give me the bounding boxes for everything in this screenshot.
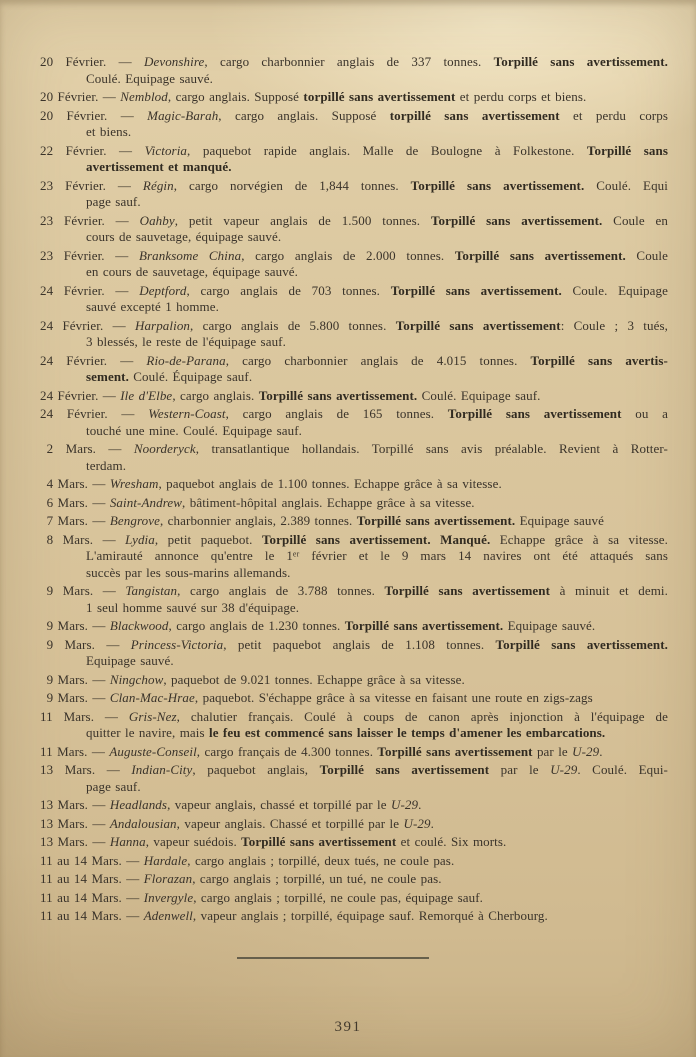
ship-name: Victoria xyxy=(144,142,188,158)
entry-line xyxy=(86,565,668,582)
entry-line xyxy=(40,762,668,779)
entry-text: 4 Mars. — xyxy=(40,476,110,491)
entry-text: 9 Mars. — xyxy=(40,690,110,705)
ship-name: Blackwood xyxy=(109,618,169,633)
entry-line xyxy=(40,834,668,851)
entry-text: 11 Mars. — xyxy=(40,743,110,759)
entry-text: , cargo anglais de 165 tonnes. xyxy=(225,406,448,421)
entry-text: , paquebot. S'échappe grâce à sa vitesse en faisant une route en zigs-zags xyxy=(194,690,593,705)
entry-line xyxy=(40,406,668,423)
entry-text: Coulé. Équipage sauf. xyxy=(128,369,253,384)
ship-name: Régin xyxy=(142,177,174,193)
emphasis-text: Torpillé sans avertissement. xyxy=(410,177,585,193)
entry-text: et coulé. Six morts. xyxy=(396,834,507,849)
entry-text: 1 seul homme sauvé sur 38 d'équipage. xyxy=(86,599,300,615)
emphasis-text: sement. xyxy=(86,369,129,384)
ship-entry xyxy=(40,441,668,474)
emphasis-text: Torpillé sans avertissement. xyxy=(454,247,626,263)
ship-name: Tangistan xyxy=(125,583,178,598)
entry-text: , cargo anglais de 3.788 tonnes. xyxy=(177,583,385,598)
ship-name: U-29 xyxy=(550,762,578,777)
ship-entry xyxy=(40,744,668,761)
emphasis-text: torpillé sans avertissement xyxy=(303,89,456,104)
entry-text: , vapeur anglais ; torpillé, équipage sauf. Remorqué à Cherbourg. xyxy=(192,908,548,923)
entry-text: 6 Mars. — xyxy=(40,494,110,510)
entry-line xyxy=(40,441,668,458)
entry-text: Coule. Equipage xyxy=(561,282,668,298)
ship-entry xyxy=(40,583,668,616)
entry-text: Coulé. Equipage sauvé. xyxy=(86,70,213,86)
ship-name: U-29 xyxy=(391,797,419,812)
entry-text: . xyxy=(430,815,434,831)
entry-line xyxy=(40,637,668,654)
ship-entry xyxy=(40,908,668,925)
ship-name: Indian-City xyxy=(131,762,193,777)
ship-entry xyxy=(40,213,668,246)
entry-line xyxy=(40,709,668,726)
entry-text: , paquebot de 9.021 tonnes. Echappe grâce à sa vitesse. xyxy=(163,671,465,687)
entry-text: , vapeur suédois. xyxy=(145,834,242,849)
entry-line xyxy=(40,816,668,833)
entry-text: 24 Février. — xyxy=(40,352,147,368)
entry-text: , cargo charbonnier anglais de 337 tonnes. xyxy=(204,54,494,69)
ship-name: Devonshire xyxy=(143,54,205,69)
entry-text: sauvé excepté 1 homme. xyxy=(86,299,219,314)
entry-text: et biens. xyxy=(86,124,132,139)
entry-text: 11 au 14 Mars. — xyxy=(40,908,144,923)
entry-text: . Coulé. Equi- xyxy=(577,762,668,777)
entry-line xyxy=(86,229,668,246)
ship-name: Rio-de-Parana xyxy=(146,352,226,368)
entry-text: , paquebot anglais, xyxy=(192,762,320,777)
entry-text: , petit paquebot. xyxy=(154,531,262,547)
entry-text: : Coule ; 3 tués, xyxy=(560,317,668,333)
emphasis-text: Torpillé sans avertissement xyxy=(241,834,397,849)
entry-text: 24 Février. — xyxy=(40,317,135,333)
ship-name: Adenwell xyxy=(143,908,193,923)
section-divider-rule xyxy=(237,957,429,959)
entry-line xyxy=(40,178,668,195)
ship-name: Noorderyck xyxy=(133,441,196,456)
entry-text: en cours de sauvetage, équipage sauvé. xyxy=(86,264,299,279)
entry-text: 22 Février. — xyxy=(40,142,145,158)
entry-line xyxy=(40,672,668,689)
entry-text: , cargo anglais de 5.800 tonnes. xyxy=(190,317,396,333)
ship-entry xyxy=(40,283,668,316)
entry-line xyxy=(40,853,668,870)
entry-text: , cargo anglais. xyxy=(172,387,259,403)
entry-text: 13 Mars. — xyxy=(40,834,110,849)
entry-line xyxy=(86,423,668,440)
entry-line xyxy=(40,388,668,405)
emphasis-text: Torpillé sans avertissement. Manqué. xyxy=(261,531,491,547)
ship-name: Ile d'Elbe xyxy=(120,387,173,403)
entry-line xyxy=(40,213,668,230)
ship-entry xyxy=(40,495,668,512)
ship-entry xyxy=(40,618,668,635)
entry-text: , vapeur anglais. Chassé et torpillé par le xyxy=(176,815,404,831)
emphasis-text: le feu est commencé sans laisser le temps d'amener les embarcations. xyxy=(209,725,606,740)
entry-line xyxy=(86,725,668,742)
ship-entry xyxy=(40,816,668,833)
ship-name: Western-Coast xyxy=(148,406,226,421)
page-number: 391 xyxy=(334,1019,362,1035)
emphasis-text: Torpillé sans avertissement xyxy=(319,762,490,777)
ship-entry xyxy=(40,532,668,582)
ship-entry xyxy=(40,797,668,814)
emphasis-text: Torpillé sans avertissement. xyxy=(390,282,562,298)
entry-text: succès par les sous-marins allemands. xyxy=(86,564,291,580)
entry-text: 23 Février. — xyxy=(40,247,139,263)
ship-entry xyxy=(40,709,668,742)
entry-line xyxy=(40,618,668,635)
entry-text: , petit paquebot anglais de 1.108 tonnes. xyxy=(223,636,496,652)
entry-text: 11 au 14 Mars. — xyxy=(40,852,144,868)
entry-text: 24 Février. — xyxy=(40,406,149,421)
ship-entry xyxy=(40,476,668,493)
ship-entry xyxy=(40,54,668,87)
ship-name: Clan-Mac-Hrae xyxy=(109,690,195,705)
ship-entry xyxy=(40,890,668,907)
entry-text: Coule en xyxy=(602,212,669,228)
entry-text: 11 au 14 Mars. — xyxy=(40,889,144,905)
entry-text: 7 Mars. — xyxy=(40,513,110,528)
entry-text: , paquebot anglais de 1.100 tonnes. Echappe grâce à sa vitesse. xyxy=(158,476,502,491)
entry-line xyxy=(86,194,668,211)
entry-text: et perdu corps et biens. xyxy=(455,89,587,104)
ship-name: Saint-Andrew xyxy=(109,494,183,510)
entry-text: , cargo anglais de 703 tonnes. xyxy=(186,282,391,298)
entry-text: , cargo anglais ; torpillé, deux tués, ne coule pas. xyxy=(187,852,455,868)
ship-entry xyxy=(40,853,668,870)
ship-name: Princess-Victoria xyxy=(130,636,224,652)
ship-name: U-29 xyxy=(572,743,600,759)
ship-name: Branksome China xyxy=(138,247,242,263)
ship-name: Florazan xyxy=(143,871,193,886)
entry-text: terdam. xyxy=(86,457,127,473)
entry-line xyxy=(40,871,668,888)
entry-text: , paquebot rapide anglais. Malle de Boulogne à Folkestone. xyxy=(187,142,587,158)
entry-text: . xyxy=(599,743,603,759)
ship-name: Bengrove xyxy=(109,513,160,528)
entry-line xyxy=(40,532,668,549)
ship-entry xyxy=(40,178,668,211)
entry-text: 13 Mars. — xyxy=(40,762,132,777)
ship-name: Deptford xyxy=(139,282,187,298)
entry-text: 23 Février. — xyxy=(40,212,140,228)
entry-line xyxy=(40,143,668,160)
emphasis-text: Torpillé sans avertissement. xyxy=(344,618,504,633)
entry-line xyxy=(40,54,668,71)
emphasis-text: Torpillé sans avertissement xyxy=(395,317,561,333)
ship-name: Oahby xyxy=(139,212,175,228)
ship-entry xyxy=(40,89,668,106)
entry-line xyxy=(86,159,668,176)
entry-text: Coulé. Equipage sauf. xyxy=(417,387,541,403)
emphasis-text: torpillé sans avertissement xyxy=(389,107,560,123)
ship-entry xyxy=(40,353,668,386)
ship-name: Auguste-Conseil xyxy=(109,743,197,759)
entry-line xyxy=(86,653,668,670)
ship-name: Gris-Nez xyxy=(128,708,177,724)
entry-text: Equipage sauvé xyxy=(515,513,604,528)
entry-text: par le xyxy=(489,762,551,777)
entry-line xyxy=(40,248,668,265)
entry-line xyxy=(86,548,668,565)
emphasis-text: Torpillé sans avertissement. xyxy=(493,54,668,69)
entry-line xyxy=(40,890,668,907)
entry-line xyxy=(86,71,668,88)
emphasis-text: Torpillé sans avertissement xyxy=(384,583,551,598)
ship-name: Wresham xyxy=(109,476,159,491)
entry-line xyxy=(40,690,668,707)
entry-text: 24 Février. — xyxy=(40,387,121,403)
entry-text: Coule xyxy=(625,247,668,263)
ship-name: Lydia xyxy=(125,531,155,547)
ship-name: U-29 xyxy=(403,815,431,831)
emphasis-text: avertissement et manqué. xyxy=(86,159,232,174)
entry-text: 13 Mars. — xyxy=(40,815,110,831)
entry-line xyxy=(86,334,668,351)
ship-entry xyxy=(40,762,668,795)
entry-line xyxy=(86,779,668,796)
emphasis-text: Torpillé sans avertis- xyxy=(530,352,668,368)
entry-text: , cargo anglais ; torpillé, ne coule pas, équipage sauf. xyxy=(193,889,484,905)
entry-text: 13 Mars. — xyxy=(40,797,110,812)
ship-entry xyxy=(40,672,668,689)
entry-text: 9 Mars. — xyxy=(40,636,131,652)
entry-text: page sauf. xyxy=(86,778,141,794)
ship-entry xyxy=(40,108,668,141)
ship-name: Nemblod xyxy=(120,89,168,104)
entry-text: L'amirauté annonce qu'entre le 1ᵉʳ février et le 9 mars 14 navires ont été attaqués sans xyxy=(86,548,668,563)
ship-name: Invergyle xyxy=(143,889,194,905)
entry-text: 9 Mars. — xyxy=(40,671,110,687)
emphasis-text: Torpillé sans avertissement. xyxy=(495,636,668,652)
entry-text: , cargo anglais. Supposé xyxy=(218,107,390,123)
entry-line xyxy=(86,369,668,386)
ship-name: Headlands xyxy=(109,797,168,812)
entry-text: , cargo anglais de 2.000 tonnes. xyxy=(241,247,455,263)
emphasis-text: Torpillé sans xyxy=(586,142,669,158)
entry-line xyxy=(40,108,668,125)
entry-text: cours de sauvetage, équipage sauvé. xyxy=(86,229,282,244)
entry-text: et perdu corps xyxy=(559,107,668,123)
ship-entry xyxy=(40,513,668,530)
ship-name: Ningchow xyxy=(109,671,164,687)
entry-text: ou a xyxy=(621,406,668,421)
entry-line xyxy=(40,318,668,335)
entry-text: Echappe grâce à sa vitesse. xyxy=(490,531,668,547)
entry-text: 3 blessés, le reste de l'équipage sauf. xyxy=(86,334,286,349)
entry-text: 8 Mars. — xyxy=(40,531,126,547)
entry-text: 24 Février. — xyxy=(40,282,140,298)
entry-line xyxy=(86,299,668,316)
entry-line xyxy=(40,583,668,600)
emphasis-text: Torpillé sans avertissement xyxy=(447,406,622,421)
entry-text: page sauf. xyxy=(86,194,141,209)
ship-entry xyxy=(40,388,668,405)
entry-text: , cargo français de 4.300 tonnes. xyxy=(196,743,378,759)
ship-name: Magic-Barah xyxy=(147,107,219,123)
entry-list xyxy=(40,54,668,927)
ship-entry xyxy=(40,871,668,888)
entry-line xyxy=(40,476,668,493)
entry-text: . xyxy=(418,797,422,812)
ship-name: Harpalion xyxy=(134,317,191,333)
entry-line xyxy=(40,495,668,512)
entry-text: Coulé. Equi xyxy=(584,177,668,193)
entry-text: 2 Mars. — xyxy=(40,441,134,456)
entry-text: , cargo anglais. Supposé xyxy=(167,89,304,104)
entry-line xyxy=(40,744,668,761)
entry-line xyxy=(86,264,668,281)
entry-text: , charbonnier anglais, 2.389 tonnes. xyxy=(159,513,357,528)
entry-line xyxy=(40,513,668,530)
entry-text: , cargo anglais de 1.230 tonnes. xyxy=(168,618,345,633)
entry-line xyxy=(86,458,668,475)
entry-text: quitter le navire, mais xyxy=(86,725,209,740)
entry-text: , bâtiment-hôpital anglais. Echappe grâce à sa vitesse. xyxy=(182,494,475,510)
entry-text: , petit vapeur anglais de 1.500 tonnes. xyxy=(174,212,431,228)
entry-text: 11 au 14 Mars. — xyxy=(40,871,144,886)
entry-text: , cargo anglais ; torpillé, un tué, ne coule pas. xyxy=(192,871,442,886)
entry-text: , chalutier français. Coulé à coups de canon après injonction à l'équipage de xyxy=(176,708,668,724)
ship-name: Andalousian xyxy=(109,815,177,831)
entry-line xyxy=(40,283,668,300)
entry-line xyxy=(40,908,668,925)
emphasis-text: Torpillé sans avertissement. xyxy=(356,513,516,528)
entry-text: 11 Mars. — xyxy=(40,708,129,724)
entry-line xyxy=(86,600,668,617)
entry-text: 23 Février. — xyxy=(40,177,143,193)
entry-text: 20 Février. — xyxy=(40,89,121,104)
entry-text: 9 Mars. — xyxy=(40,583,126,598)
entry-line xyxy=(86,124,668,141)
ship-entry xyxy=(40,318,668,351)
ship-entry xyxy=(40,248,668,281)
entry-text: Equipage sauvé. xyxy=(86,653,174,668)
entry-line xyxy=(40,89,668,106)
emphasis-text: Torpillé sans avertissement. xyxy=(430,212,603,228)
ship-name: Hardale xyxy=(143,852,188,868)
entry-line xyxy=(40,797,668,814)
emphasis-text: Torpillé sans avertissement. xyxy=(258,387,418,403)
entry-text: , transatlantique hollandais. Torpillé sans avis préalable. Revient à Rotter- xyxy=(195,441,668,456)
entry-text: , vapeur anglais, chassé et torpillé par le xyxy=(167,797,391,812)
ship-entry xyxy=(40,834,668,851)
emphasis-text: Torpillé sans avertissement xyxy=(377,743,533,759)
entry-line xyxy=(40,353,668,370)
entry-text: 9 Mars. — xyxy=(40,618,110,633)
entry-text: par le xyxy=(532,743,573,759)
entry-text: , cargo norvégien de 1,844 tonnes. xyxy=(173,177,411,193)
ship-entry xyxy=(40,637,668,670)
ship-name: Hanna xyxy=(109,834,146,849)
entry-text: à minuit et demi. xyxy=(550,583,668,598)
entry-text: 20 Février. — xyxy=(40,107,148,123)
entry-text: 20 Février. — xyxy=(40,54,144,69)
entry-text: Equipage sauvé. xyxy=(503,618,596,633)
entry-text: , cargo charbonnier anglais de 4.015 tonnes. xyxy=(225,352,531,368)
ship-entry xyxy=(40,406,668,439)
ship-entry xyxy=(40,690,668,707)
entry-text: touché une mine. Coulé. Equipage sauf. xyxy=(86,422,303,438)
ship-entry xyxy=(40,143,668,176)
